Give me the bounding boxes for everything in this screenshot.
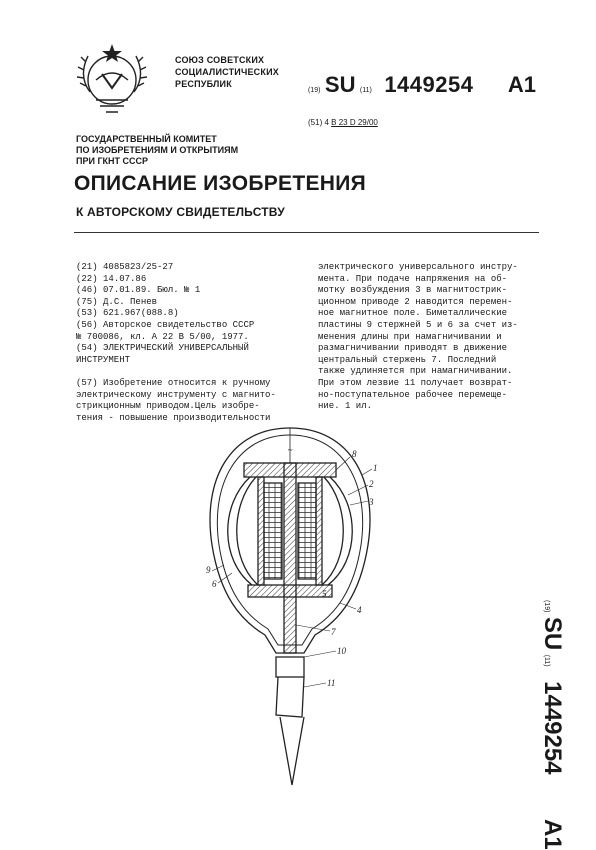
- label-5: 5: [322, 589, 327, 599]
- label-7: 7: [331, 627, 336, 637]
- label-1: 1: [373, 463, 378, 473]
- abstract-line: стрикционным приводом.Цель изобре-: [76, 401, 260, 412]
- side-country-code: SU: [539, 616, 566, 651]
- label-3: 3: [369, 497, 374, 507]
- inid-11: (11): [359, 87, 372, 94]
- committee-line-3: ПРИ ГКНТ СССР: [76, 156, 149, 166]
- union-line-1: СОЮЗ СОВЕТСКИХ: [175, 55, 265, 65]
- abstract-line: также удлиняется при намагничивании.: [318, 366, 513, 377]
- side-kind-code: A1: [539, 818, 566, 850]
- ipc-code: B 23 D 29/00: [331, 118, 378, 127]
- label-tilde: ~: [287, 445, 293, 455]
- inid-19: (19): [308, 87, 321, 94]
- biblio-row: (21) 4085823/25-27: [76, 262, 174, 272]
- biblio-row: (46) 07.01.89. Бюл. № 1: [76, 285, 201, 296]
- abstract-line: ние. 1 ил.: [318, 401, 373, 412]
- committee-line-1: ГОСУДАРСТВЕННЫЙ КОМИТЕТ: [76, 134, 217, 144]
- side-inid-19: (19): [543, 600, 550, 613]
- technical-drawing: [200, 425, 380, 825]
- abstract-line: мента. При подаче напряжения на об-: [318, 273, 508, 284]
- committee: [76, 134, 238, 167]
- header-divider: [74, 232, 539, 233]
- abstract-line: ное магнитное поле. Биметаллические: [318, 308, 508, 319]
- biblio-row: (56) Авторское свидетельство СССР: [76, 319, 255, 330]
- abstract-line: центральный стержень 7. Последний: [318, 354, 497, 365]
- label-8: 8: [352, 449, 357, 459]
- union-line-2: СОЦИАЛИСТИЧЕСКИХ: [175, 67, 279, 77]
- label-9: 9: [206, 565, 211, 575]
- label-6: 6: [212, 579, 217, 589]
- biblio-row: (22) 14.07.86: [76, 273, 147, 284]
- ipc-class: [308, 118, 378, 127]
- biblio-row: (75) Д.С. Пенев: [76, 296, 158, 307]
- union-line-3: РЕСПУБЛИК: [175, 79, 232, 89]
- ussr-emblem: [66, 40, 158, 118]
- side-inid-11: (11): [543, 654, 550, 667]
- abstract-line: При этом лезвие 11 получает возврат-: [318, 377, 513, 388]
- abstract-line: (57) Изобретение относится к ручному: [76, 378, 271, 388]
- abstract-right-column: [318, 262, 518, 413]
- abstract-line: но-поступательное рабочее перемеще-: [318, 389, 508, 400]
- biblio-row: № 700086, кл. A 22 B 5/00, 1977.: [76, 331, 249, 342]
- abstract-line: мотку возбуждения 3 в магнитострик-: [318, 285, 508, 296]
- side-patent-stamp: [538, 600, 566, 850]
- abstract-line: размагничивании приводят в движение: [318, 343, 508, 354]
- patent-number: 1449254: [384, 72, 474, 97]
- bibliographic-data: [76, 262, 254, 366]
- document-subtitle: К АВТОРСКОМУ СВИДЕТЕЛЬСТВУ: [76, 205, 285, 219]
- document-title: ОПИСАНИЕ ИЗОБРЕТЕНИЯ: [74, 172, 367, 195]
- committee-line-2: ПО ИЗОБРЕТЕНИЯМ И ОТКРЫТИЯМ: [76, 145, 239, 155]
- biblio-row: ИНСТРУМЕНТ: [76, 354, 131, 365]
- patent-id-row: [308, 72, 536, 98]
- issuing-state: [175, 54, 279, 90]
- abstract-line: менения длины при намагничивании и: [318, 331, 502, 342]
- abstract-left-column: [76, 378, 276, 424]
- country-code: SU: [324, 72, 356, 97]
- side-patent-number: 1449254: [539, 681, 566, 775]
- label-2: 2: [369, 479, 374, 489]
- kind-code: A1: [507, 72, 537, 97]
- abstract-line: электрическому инструменту с магнитo-: [76, 389, 276, 400]
- label-11: 11: [327, 678, 336, 688]
- abstract-line: электрического универсального инстру-: [318, 262, 518, 272]
- biblio-row: (54) ЭЛЕКТРИЧЕСКИЙ УНИВЕРСАЛЬНЫЙ: [76, 343, 249, 354]
- biblio-row: (53) 621.967(088.8): [76, 308, 179, 319]
- label-10: 10: [337, 646, 346, 656]
- abstract-line: ционном приводе 2 наводится перемен-: [318, 296, 513, 307]
- label-4: 4: [357, 605, 362, 615]
- inid-51: (51) 4: [308, 118, 329, 127]
- abstract-line: тения - повышение производительности: [76, 412, 271, 423]
- abstract-line: пластины 9 стержней 5 и 6 за счет из-: [318, 319, 518, 330]
